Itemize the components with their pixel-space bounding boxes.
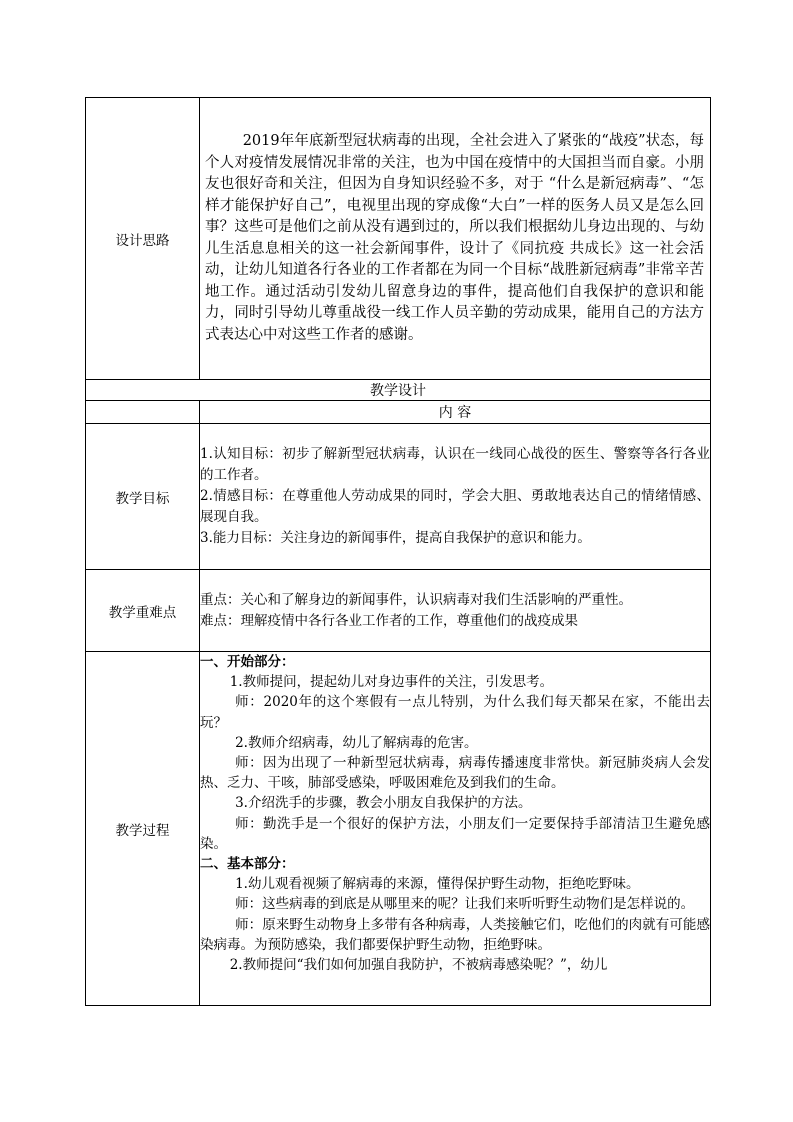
goal-ability: 3.能力目标：关注身边的新闻事件，提高自我保护的意识和能力。 <box>200 530 591 546</box>
process-s1-step2-talk: 师：因为出现了一种新型冠状病毒，病毒传播速度非常快。新冠肺炎病人会发热、乏力、干咳，肺部受感染，呼吸困难危及到我们的生命。 <box>200 755 710 792</box>
process-s1-step3-talk: 师：勤洗手是一个很好的保护方法，小朋友们一定要保持手部清洁卫生避免感染。 <box>200 815 710 852</box>
label-design-idea: 设计思路 <box>86 98 200 380</box>
row-content-header <box>86 401 711 424</box>
lesson-plan-table <box>85 97 711 1006</box>
content-header-empty-cell <box>86 401 200 424</box>
goal-emotional: 2.情感目标：在尊重他人劳动成果的同时，学会大胆、勇敢地表达自己的情绪情感、展现自我。 <box>200 488 710 525</box>
process-s1-step1-talk: 师：2020年的这个寒假有一点儿特别，为什么我们每天都呆在家，不能出去玩？ <box>200 694 710 731</box>
difficulty-point: 难点：理解疫情中各行各业工作者的工作，尊重他们的战疫成果 <box>200 612 578 629</box>
design-idea-text: 2019年年底新型冠状病毒的出现，全社会进入了紧张的“战疫”状态，每个人对疫情发展情况非常的关注，也为中国在疫情中的大国担当而自豪。小朋友也很好奇和关注，但因为自身知识经验不多，对于 “什么是新冠病毒”、“怎样才能保护好自己”，电视里出现的穿成像“大白”一样的医务人员又是怎么回事？这些可是他们之前从没有遇到过的，所以我们根据幼儿身边出现的、与幼儿生活息息相关的这一社会新闻事件，设计了《同抗疫 共成长》这一社会活动，让幼儿知道各行各业的工作者都在为同一个目标“战胜新冠病毒”非常辛苦地工作。通过活动引发幼儿留意身边的事件，提高他们自我保护的意识和能力，同时引导幼儿尊重战役一线工作人员辛勤的劳动成果，能用自己的方法方式表达心中对这些工作者的感谢。 <box>205 133 704 343</box>
process-section-2-title: 二、基本部分： <box>200 856 295 873</box>
label-goals: 教学目标 <box>86 424 200 570</box>
row-design-idea <box>86 98 711 380</box>
row-key-points <box>86 570 711 652</box>
process-s2-step2: 2.教师提问“我们如何加强自我防护，不被病毒感染呢？”，幼儿 <box>229 957 608 974</box>
label-key-points: 教学重难点 <box>86 570 200 652</box>
process-content <box>200 652 711 1006</box>
design-idea-content <box>200 98 711 380</box>
process-section-1-title: 一、开始部分： <box>200 654 295 670</box>
key-points-content <box>200 570 711 652</box>
process-s2-step1-talk1: 师：这些病毒的到底是从哪里来的呢？让我们来听听野生动物们是怎样说的。 <box>235 896 695 913</box>
teaching-design-title: 教学设计 <box>86 380 711 401</box>
key-point: 重点：关心和了解身边的新闻事件，认识病毒对我们生活影响的严重性。 <box>200 591 632 608</box>
goals-content <box>200 424 711 570</box>
content-header: 内 容 <box>200 401 711 424</box>
row-process <box>86 652 711 1006</box>
goal-cognitive: 1.认知目标：初步了解新型冠状病毒，认识在一线同心战役的医生、警察等各行各业的工作者。 <box>200 446 710 483</box>
label-process: 教学过程 <box>86 652 200 1006</box>
process-s1-step1: 1.教师提问，提起幼儿对身边事件的关注，引发思考。 <box>229 674 554 691</box>
row-teaching-design <box>86 380 711 401</box>
process-s2-step1-talk2: 师：原来野生动物身上多带有各种病毒，人类接触它们，吃他们的肉就有可能感染病毒。为预防感染，我们都要保护野生动物，拒绝野味。 <box>200 916 710 953</box>
process-s1-step2: 2.教师介绍病毒，幼儿了解病毒的危害。 <box>235 734 478 751</box>
process-s1-step3: 3.介绍洗手的步骤，教会小朋友自我保护的方法。 <box>235 795 532 812</box>
process-s2-step1: 1.幼儿观看视频了解病毒的来源，懂得保护野生动物，拒绝吃野味。 <box>235 876 640 893</box>
row-goals <box>86 424 711 570</box>
